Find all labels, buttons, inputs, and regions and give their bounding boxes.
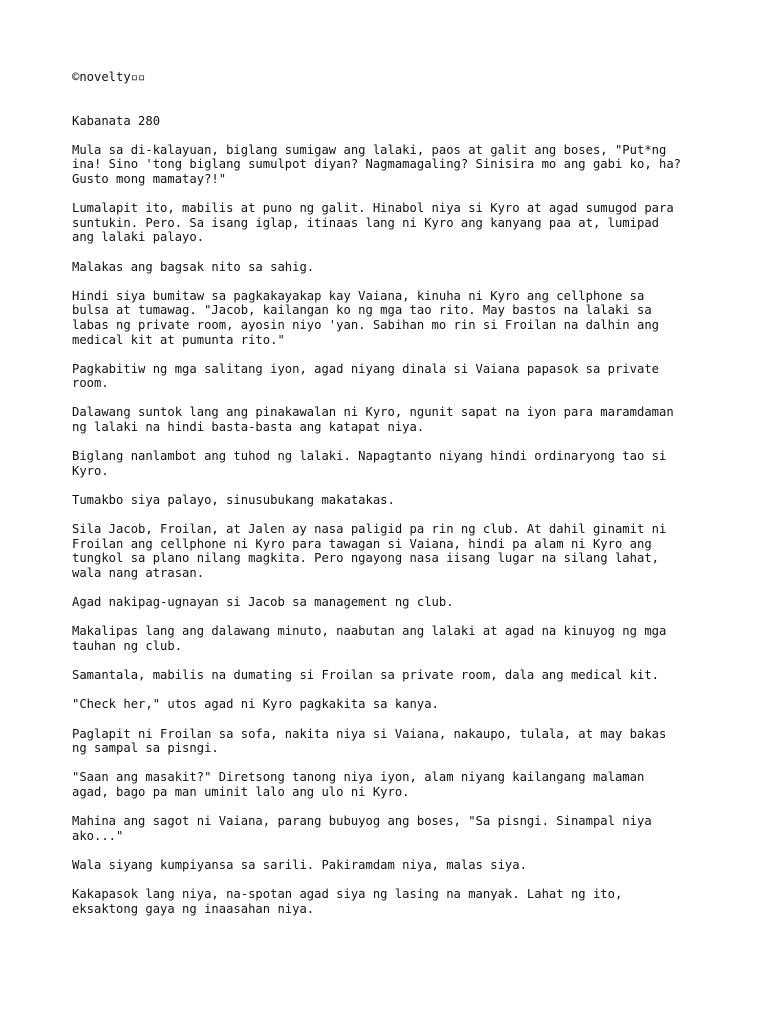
paragraph-4: Hindi siya bumitaw sa pagkakayakap kay Vaiana, kinuha ni Kyro ang cellphone sa bulsa at tumawag. "Jacob, kailangan ko ng mga tao rito. May bastos na lalaki sa labas ng private room, ayosin niyo 'yan. Sabihan mo rin si Froilan na dalhin ang medical kit at pumunta rito." [72,288,659,347]
paragraph-5: Pagkabitiw ng mga salitang iyon, agad niyang dinala si Vaiana papasok sa private room. [72,361,659,391]
document-page [72,70,712,916]
paragraph-12: Samantala, mabilis na dumating si Froilan sa private room, dala ang medical kit. [72,668,659,683]
paragraph-17: Wala siyang kumpiyansa sa sarili. Pakiramdam niya, malas siya. [72,857,527,872]
paragraph-18: Kakapasok lang niya, na-spotan agad siya ng lasing na manyak. Lahat ng ito, eksaktong gaya ng inaasahan niya. [72,887,623,916]
paragraph-10: Agad nakipag-ugnayan si Jacob sa management ng club. [72,595,454,610]
chapter-body [72,143,712,916]
paragraph-6: Dalawang suntok lang ang pinakawalan ni Kyro, ngunit sapat na iyon para maramdaman ng lalaki na hindi basta-basta ang katapat niya. [72,405,674,435]
paragraph-14: Paglapit ni Froilan sa sofa, nakita niya si Vaiana, nakaupo, tulala, at may bakas ng sampal sa pisngi. [72,726,667,756]
paragraph-16: Mahina ang sagot ni Vaiana, parang bubuyog ang boses, "Sa pisngi. Sinampal niya ako..." [72,814,652,843]
paragraph-13: "Check her," utos agad ni Kyro pagkakita sa kanya. [72,697,439,712]
chapter-title: Kabanata 280 [72,113,161,128]
paragraph-8: Tumakbo siya palayo, sinusubukang makatakas. [72,493,395,508]
paragraph-3: Malakas ang bagsak nito sa sahig. [72,259,315,274]
watermark-header: ©novelty▫▫ [72,70,146,84]
paragraph-15: "Saan ang masakit?" Diretsong tanong niya iyon, alam niyang kailangang malaman agad, bago pa man uminit lalo ang ulo ni Kyro. [72,770,645,799]
paragraph-9: Sila Jacob, Froilan, at Jalen ay nasa paligid pa rin ng club. At dahil ginamit ni Froilan ang cellphone ni Kyro para tawagan si Vaiana, hindi pa alam ni Kyro ang tungkol sa plano nilang magkita. Pero ngayong nasa iisang lugar na silang lahat, wala nang atrasan. [72,522,667,580]
paragraph-1: Mula sa di-kalayuan, biglang sumigaw ang lalaki, paos at galit ang boses, "Put*ng ina! Sino 'tong biglang sumulpot diyan? Nagmamagaling? Sinisira mo ang gabi ko, ha? Gusto mong mamatay?!" [72,142,682,186]
paragraph-11: Makalipas lang ang dalawang minuto, naabutan ang lalaki at agad na kinuyog ng mga tauhan ng club. [72,624,667,653]
paragraph-2: Lumalapit ito, mabilis at puno ng galit. Hinabol niya si Kyro at agad sumugod para suntukin. Pero. Sa isang iglap, itinaas lang ni Kyro ang kanyang paa at, lumipad ang lalaki palayo. [72,201,674,245]
paragraph-7: Biglang nanlambot ang tuhod ng lalaki. Napagtanto niyang hindi ordinaryong tao si Kyro. [72,449,667,478]
